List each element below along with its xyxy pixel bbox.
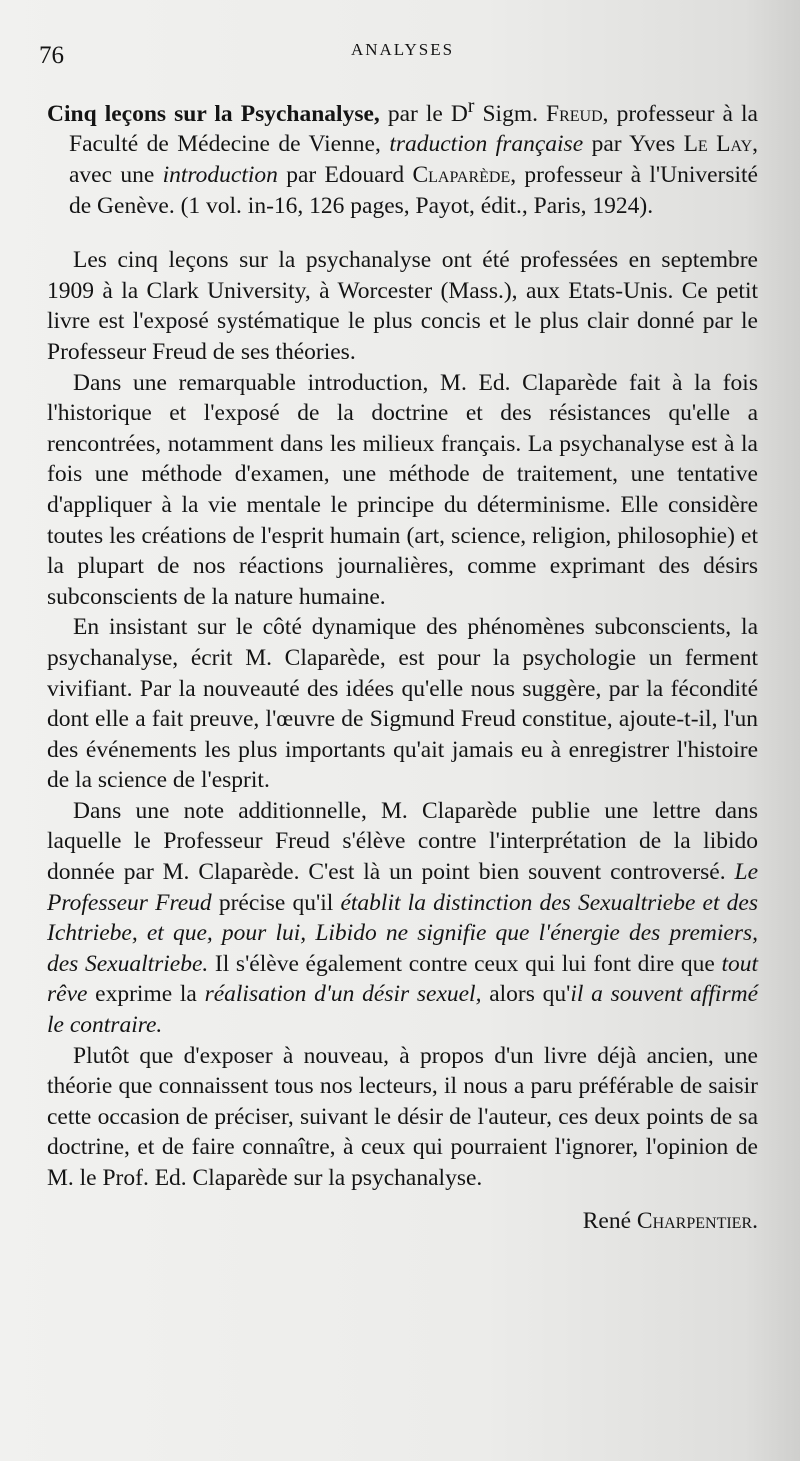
paragraph-5: Plutôt que d'exposer à nouveau, à propos d'un livre déjà ancien, une théorie que connaissent tous nos lecteurs, il nous a paru préférable de saisir cette occasion de préciser, suivant le désir de l'auteur, ces deux points de sa doctrine, et de faire connaître, à ceux qui pourraient l'ignorer, l'opinion de M. le Prof. Ed. Claparède sur la psychanalyse. — [47, 1042, 758, 1192]
paragraph-3: En insistant sur le côté dynamique des phénomènes subconscients, la psychanalyse, écrit M. Claparède, est pour la psychologie un ferment vivifiant. Par la nouveauté des idées qu'elle nous suggère, par la fécondité dont elle a fait preuve, l'œuvre de Sigmund Freud constitue, ajoute-t-il, l'un des événements les plus importants qu'ait jamais eu à enregistrer l'histoire de la science de l'esprit. — [47, 614, 758, 794]
signature-first-name: René — [582, 1207, 637, 1234]
entry-text: Sigm. — [474, 100, 547, 127]
paragraph-2: Dans une remarquable introduction, M. Ed. Claparède fait à la fois l'historique et l'exposé de la doctrine et des résistances qu'elle a rencontrées, notamment dans les milieux français. La psychanalyse est à la fois une méthode d'examen, une méthode de traitement, une tentative d'appliquer à la vie mentale le principe du déterminisme. Elle considère toutes les créations de l'esprit humain (art, science, religion, philosophie) et la plupart de nos réactions journalières, comme exprimant des désirs subconscients de la nature humaine. — [47, 369, 758, 610]
signature-end: . — [752, 1207, 758, 1234]
book-title: Cinq leçons sur la Psychanalyse, — [47, 100, 380, 127]
paragraph-4-text: alors qu' — [481, 981, 571, 1008]
entry-text: , avec une — [69, 131, 759, 189]
entry-text: par Edouard — [277, 162, 413, 189]
translator-name: Le Lay — [683, 131, 753, 158]
introducer-name: Claparède — [412, 162, 511, 189]
page-number: 76 — [39, 42, 64, 69]
entry-text: par Yves — [583, 131, 684, 158]
paragraph-4-text: Dans une note additionnelle, M. Claparède publie une lettre dans laquelle le Professeur Freud s'élève contre l'interprétation de la libido donnée par M. Claparède. C'est là un point bien souvent controversé. — [47, 797, 758, 886]
signature-last-name: Charpentier — [636, 1207, 753, 1234]
author-name: Freud — [546, 100, 603, 127]
entry-text: , professeur à l'Université de Genève. (1 vol. in-16, 126 pages, Payot, édit., Paris, 1924). — [69, 162, 758, 219]
entry-text: par le D — [379, 100, 468, 127]
paragraph-4-text: précise qu'il — [211, 889, 341, 916]
paragraph-4-text: Il s'élève également contre ceux qui lui font dire que — [208, 950, 722, 977]
paragraph-4-italic: réalisation d'un désir sexuel, — [204, 981, 482, 1008]
paragraph-4-text: exprime la — [87, 981, 205, 1008]
bibliographic-entry — [47, 92, 758, 221]
paragraph-4-italic: établit la distinction des Sexualtriebe et des Ichtriebe, et que, pour lui, Libido ne signifie que l'énergie des premiers, des Sexualtriebe. — [47, 889, 758, 977]
signature — [47, 1206, 758, 1237]
paragraph-1: Les cinq leçons sur la psychanalyse ont été professées en septembre 1909 à la Clark University, à Worcester (Mass.), aux Etats-Unis. Ce petit livre est l'exposé systématique le plus concis et le plus clair donné par le Professeur Freud de ses théories. — [47, 247, 758, 365]
running-header — [39, 38, 758, 78]
entry-text: , professeur à la Faculté de Médecine de Vienne, — [69, 100, 758, 158]
paragraph-4-italic: Le Professeur Freud — [47, 859, 758, 916]
paragraph-4-italic: tout rêve — [47, 950, 758, 1008]
paragraph-4 — [47, 796, 758, 1041]
entry-italic: introduction — [162, 162, 278, 189]
paragraph-4-italic: il a souvent affirmé le contraire. — [47, 981, 758, 1039]
running-title: ANALYSES — [350, 40, 455, 59]
entry-superscript: r — [467, 96, 475, 117]
entry-italic: traduction française — [389, 131, 584, 158]
